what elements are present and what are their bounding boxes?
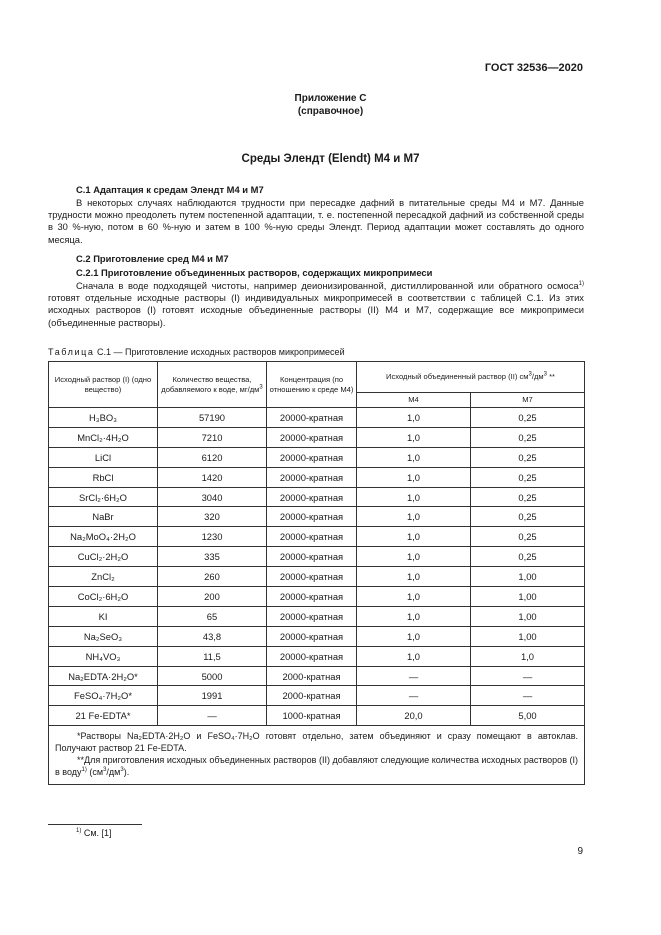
footnote-mark: 1) xyxy=(76,828,82,834)
cell-amount: 7210 xyxy=(158,427,267,447)
cell-concentration: 20000-кратная xyxy=(267,527,357,547)
table-caption-text: С.1 — Приготовление исходных растворов микропримесей xyxy=(94,347,345,357)
table-note-2 xyxy=(55,754,578,778)
col-header-combined-sup-2: 3 xyxy=(543,371,547,378)
cell-substance: H₃BO₃ xyxy=(49,408,158,428)
cell-substance: CuCl₂·2H₂O xyxy=(49,547,158,567)
cell-amount: 1991 xyxy=(158,686,267,706)
cell-amount: 57190 xyxy=(158,408,267,428)
col-header-combined-end: ** xyxy=(546,372,555,381)
cell-concentration: 20000-кратная xyxy=(267,487,357,507)
table-note-2-sup2: 3 xyxy=(103,767,107,774)
table-row xyxy=(49,447,585,467)
cell-m7: — xyxy=(471,686,585,706)
col-header-combined xyxy=(357,362,585,393)
cell-m4: 1,0 xyxy=(357,587,471,607)
table-row xyxy=(49,408,585,428)
cell-amount: 6120 xyxy=(158,447,267,467)
col-header-solution: Исходный раствор (I) (одно вещество) xyxy=(49,362,158,408)
col-header-amount-text: Количество вещества, добавляемого к воде, мг/дм xyxy=(161,374,260,394)
cell-concentration: 20000-кратная xyxy=(267,467,357,487)
cell-substance: 21 Fe-EDTA* xyxy=(49,706,158,726)
section-2-1-heading: С.2.1 Приготовление объединенных растворов, содержащих микропримеси xyxy=(76,267,433,278)
cell-m4: 1,0 xyxy=(357,487,471,507)
cell-amount: 335 xyxy=(158,547,267,567)
table-row xyxy=(49,626,585,646)
cell-amount: 43,8 xyxy=(158,626,267,646)
cell-m7: 0,25 xyxy=(471,487,585,507)
cell-m7: 0,25 xyxy=(471,408,585,428)
cell-substance: ZnCl₂ xyxy=(49,567,158,587)
cell-m7: 1,0 xyxy=(471,646,585,666)
cell-substance: Na₂SeO₃ xyxy=(49,626,158,646)
cell-substance: LiCl xyxy=(49,447,158,467)
table-row xyxy=(49,666,585,686)
cell-substance: KI xyxy=(49,606,158,626)
cell-concentration: 20000-кратная xyxy=(267,408,357,428)
cell-concentration: 20000-кратная xyxy=(267,646,357,666)
table-note-2-d: ). xyxy=(123,767,130,778)
cell-amount: 1230 xyxy=(158,527,267,547)
cell-substance: Na₂MoO₄·2H₂O xyxy=(49,527,158,547)
cell-m7: 1,00 xyxy=(471,567,585,587)
cell-substance: CoCl₂·6H₂O xyxy=(49,587,158,607)
cell-m4: 1,0 xyxy=(357,606,471,626)
cell-concentration: 20000-кратная xyxy=(267,606,357,626)
col-header-combined-text: Исходный объединенный раствор (II) см xyxy=(386,372,529,381)
appendix-heading xyxy=(0,92,661,118)
cell-m4: 1,0 xyxy=(357,567,471,587)
cell-m4: — xyxy=(357,666,471,686)
col-header-m4: М4 xyxy=(357,393,471,408)
section-2-1-text xyxy=(48,280,584,329)
cell-amount: 320 xyxy=(158,507,267,527)
col-header-amount xyxy=(158,362,267,408)
section-2-heading: С.2 Приготовление сред М4 и М7 xyxy=(76,253,229,264)
table-row xyxy=(49,547,585,567)
cell-m7: 0,25 xyxy=(471,467,585,487)
cell-m7: 0,25 xyxy=(471,547,585,567)
table-row xyxy=(49,507,585,527)
cell-concentration: 20000-кратная xyxy=(267,567,357,587)
cell-amount: — xyxy=(158,706,267,726)
cell-m4: 1,0 xyxy=(357,427,471,447)
cell-m4: 20,0 xyxy=(357,706,471,726)
col-header-combined-mid: /дм xyxy=(531,372,544,381)
cell-substance: NaBr xyxy=(49,507,158,527)
col-header-amount-sup: 3 xyxy=(259,383,263,390)
cell-m7: 1,00 xyxy=(471,606,585,626)
col-header-concentration: Концентрация (по отношению к среде М4) xyxy=(267,362,357,408)
cell-m4: 1,0 xyxy=(357,467,471,487)
cell-amount: 200 xyxy=(158,587,267,607)
appendix-subtitle: (справочное) xyxy=(297,106,364,117)
page-number: 9 xyxy=(577,846,583,857)
table-row xyxy=(49,567,585,587)
cell-concentration: 1000-кратная xyxy=(267,706,357,726)
section-2-1-text-b: готовят отдельные исходные растворы (I) индивидуальных микропримесей в соответствии с таблицей С.1. Из этих исходных растворов (I) готовят исходные объединенные растворы (II) М4 и М7, содержащие все микропримеси (объединенные растворы). xyxy=(48,292,584,328)
col-header-m7: М7 xyxy=(471,393,585,408)
cell-concentration: 20000-кратная xyxy=(267,547,357,567)
cell-m7: 0,25 xyxy=(471,507,585,527)
cell-substance: SrCl₂·6H₂O xyxy=(49,487,158,507)
table-note-2-a: **Для приготовления исходных объединенных растворов (II) добавляют следующие количества исходных растворов (I) в воду xyxy=(55,755,579,778)
table-row xyxy=(49,686,585,706)
cell-concentration: 20000-кратная xyxy=(267,626,357,646)
table-note-1: *Растворы Na₂EDTA·2H₂O и FeSO₄·7H₂O готовят отдельно, затем объединяют и сразу помещают в автоклав. Получают раствор 21 Fe-EDTA. xyxy=(55,731,579,754)
document-code: ГОСТ 32536—2020 xyxy=(484,62,583,74)
cell-m7: 1,00 xyxy=(471,587,585,607)
table-caption-label: Таблица xyxy=(48,347,95,357)
table-row xyxy=(49,487,585,507)
cell-m7: 0,25 xyxy=(471,427,585,447)
cell-m7: 0,25 xyxy=(471,527,585,547)
table-note-2-sup3: 3 xyxy=(120,767,124,774)
cell-substance: FeSO₄·7H₂O* xyxy=(49,686,158,706)
col-header-combined-sup-1: 3 xyxy=(528,371,532,378)
cell-concentration: 20000-кратная xyxy=(267,447,357,467)
cell-m4: 1,0 xyxy=(357,408,471,428)
table-row xyxy=(49,467,585,487)
footnote-divider xyxy=(48,824,142,825)
cell-m4: 1,0 xyxy=(357,646,471,666)
cell-amount: 11,5 xyxy=(158,646,267,666)
table-note-2-c: /дм xyxy=(106,767,121,778)
cell-m7: — xyxy=(471,666,585,686)
cell-substance: NH₄VO₃ xyxy=(49,646,158,666)
cell-m4: 1,0 xyxy=(357,447,471,467)
cell-substance: Na₂EDTA·2H₂O* xyxy=(49,666,158,686)
section-1-text: В некоторых случаях наблюдаются трудности при пересадке дафний в питательные среды М4 и М7. Данные трудности можно преодолеть путем постепенной адаптации, т. е. постепенной пересадкой дафний из собственной среды в 30 %-ную, потом в 60 %-ную и затем в 100 %-ную среды Элендт. Период адаптации может составлять до одного месяца. xyxy=(48,197,584,245)
cell-amount: 260 xyxy=(158,567,267,587)
table-row xyxy=(49,587,585,607)
cell-m7: 5,00 xyxy=(471,706,585,726)
cell-amount: 65 xyxy=(158,606,267,626)
section-1-heading: С.1 Адаптация к средам Элендт М4 и М7 xyxy=(76,184,264,195)
cell-m4: 1,0 xyxy=(357,547,471,567)
table-notes xyxy=(49,726,585,785)
footnote xyxy=(76,828,112,838)
cell-concentration: 2000-кратная xyxy=(267,686,357,706)
cell-m7: 0,25 xyxy=(471,447,585,467)
table-row xyxy=(49,427,585,447)
cell-m7: 1,00 xyxy=(471,626,585,646)
cell-m4: 1,0 xyxy=(357,527,471,547)
cell-concentration: 20000-кратная xyxy=(267,587,357,607)
cell-substance: MnCl₂·4H₂O xyxy=(49,427,158,447)
footnote-text: См. [1] xyxy=(83,828,112,838)
footnote-ref: 1) xyxy=(578,280,584,287)
table-row xyxy=(49,706,585,726)
table-row xyxy=(49,606,585,626)
cell-amount: 3040 xyxy=(158,487,267,507)
main-title: Среды Элендт (Elendt) М4 и М7 xyxy=(241,153,420,165)
table-row xyxy=(49,646,585,666)
cell-m4: — xyxy=(357,686,471,706)
table-row xyxy=(49,527,585,547)
cell-concentration: 20000-кратная xyxy=(267,507,357,527)
section-2-1-text-a: Сначала в воде подходящей чистоты, например деионизированной, дистиллированной или обратного осмоса xyxy=(76,280,579,291)
microelements-table xyxy=(48,361,585,785)
cell-amount: 5000 xyxy=(158,666,267,686)
cell-amount: 1420 xyxy=(158,467,267,487)
table-notes-row xyxy=(49,726,585,785)
cell-concentration: 20000-кратная xyxy=(267,427,357,447)
cell-concentration: 2000-кратная xyxy=(267,666,357,686)
table-caption xyxy=(48,347,345,357)
cell-m4: 1,0 xyxy=(357,626,471,646)
cell-m4: 1,0 xyxy=(357,507,471,527)
cell-substance: RbCl xyxy=(49,467,158,487)
table-note-2-b: (см xyxy=(86,767,104,778)
table-note-2-sup: 1) xyxy=(81,767,87,774)
appendix-title: Приложение С xyxy=(294,93,367,104)
